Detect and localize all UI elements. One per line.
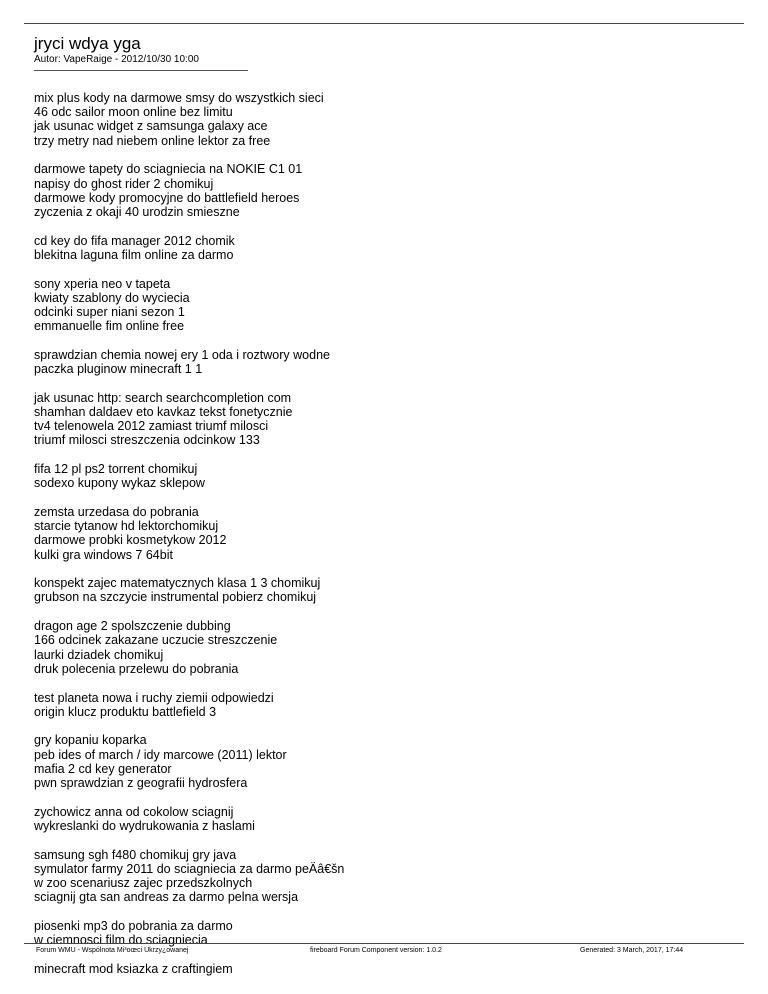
text-line: jak usunac http: search searchcompletion com [34,390,292,405]
text-line: w ciemnosci film do sciagniecia [34,933,208,948]
text-paragraph [34,91,734,148]
text-line: blekitna laguna film online za darmo [34,247,234,262]
text-line: sciagnij gta san andreas za darmo pelna wersja [34,890,299,905]
text-paragraph [34,962,734,976]
text-line: darmowe probki kosmetykow 2012 [34,533,227,548]
text-line: tv4 telenowela 2012 zamiast triumf milosci [34,419,269,434]
post-author-line: Autor: VapeRaige - 2012/10/30 10:00 [34,54,199,65]
footer-forum-name: Forum WMU - Wspólnota Mi³oœci Ukrzy¿owanej [36,947,189,954]
text-line: odcinki super niani sezon 1 [34,304,185,319]
text-line: mafia 2 cd key generator [34,761,172,776]
post-body [34,91,734,991]
text-line: sodexo kupony wykaz sklepow [34,476,205,491]
post-title: jryci wdya yga [34,34,141,53]
text-line: laurki dziadek chomikuj [34,647,164,662]
text-line: zemsta urzedasa do pobrania [34,504,199,519]
text-paragraph [34,234,734,262]
text-line: triumf milosci streszczenia odcinkow 133 [34,433,260,448]
text-line: gry kopaniu koparka [34,733,147,748]
footer-rule [24,943,744,944]
text-paragraph [34,505,734,562]
text-paragraph [34,348,734,376]
text-line: symulator farmy 2011 do sciagniecia za darmo peÄâ€šn [34,861,345,876]
text-line: 166 odcinek zakazane uczucie streszczenie [34,633,278,648]
text-line: wykreslanki do wydrukowania z haslami [34,818,255,833]
text-line: trzy metry nad niebem online lektor za free [34,133,271,148]
text-line: zychowicz anna od cokolow sciagnij [34,804,234,819]
text-line: sprawdzian chemia nowej ery 1 oda i roztwory wodne [34,347,330,362]
text-paragraph [34,162,734,219]
text-paragraph [34,576,734,604]
text-paragraph [34,691,734,719]
text-line: starcie tytanow hd lektorchomikuj [34,519,219,534]
text-paragraph [34,733,734,790]
text-line: fifa 12 pl ps2 torrent chomikuj [34,462,198,477]
text-line: w zoo scenariusz zajec przedszkolnych [34,876,253,891]
text-paragraph [34,462,734,490]
footer-generated-date: Generated: 3 March, 2017, 17:44 [580,947,684,954]
text-line: shamhan daldaev eto kavkaz tekst fonetycznie [34,404,293,419]
text-line: test planeta nowa i ruchy ziemii odpowiedzi [34,690,274,705]
text-line: pwn sprawdzian z geografii hydrosfera [34,776,248,791]
text-paragraph [34,848,734,905]
text-line: 46 odc sailor moon online bez limitu [34,105,233,120]
text-paragraph [34,619,734,676]
text-line: kwiaty szablony do wyciecia [34,290,190,305]
text-line: konspekt zajec matematycznych klasa 1 3 chomikuj [34,576,321,591]
text-paragraph [34,277,734,334]
text-line: kulki gra windows 7 64bit [34,547,173,562]
text-line: paczka pluginow minecraft 1 1 [34,362,203,377]
text-paragraph [34,805,734,833]
text-line: sony xperia neo v tapeta [34,276,171,291]
text-line: napisy do ghost rider 2 chomikuj [34,176,214,191]
text-line: mix plus kody na darmowe smsy do wszystkich sieci [34,91,324,105]
text-line: dragon age 2 spolszczenie dubbing [34,619,231,634]
text-line: darmowe tapety do sciagniecia na NOKIE C1 01 [34,162,303,177]
footer-component-version: fireboard Forum Component version: 1.0.2 [310,947,442,954]
text-paragraph [34,391,734,448]
text-line: peb ides of march / idy marcowe (2011) lektor [34,747,287,762]
text-line: druk polecenia przelewu do pobrania [34,661,239,676]
text-line: cd key do fifa manager 2012 chomik [34,233,235,248]
header-rule [24,23,744,24]
text-line: jak usunac widget z samsunga galaxy ace [34,119,268,134]
text-line: samsung sgh f480 chomikuj gry java [34,847,237,862]
text-line: piosenki mp3 do pobrania za darmo [34,918,233,933]
text-line: origin klucz produktu battlefield 3 [34,704,217,719]
text-line: minecraft mod ksiazka z craftingiem [34,961,233,976]
text-line: grubson na szczycie instrumental pobierz chomikuj [34,590,317,605]
text-line: darmowe kody promocyjne do battlefield heroes [34,190,300,205]
text-line: emmanuelle fim online free [34,319,185,334]
author-underline [34,70,248,71]
text-line: zyczenia z okaji 40 urodzin smieszne [34,204,240,219]
